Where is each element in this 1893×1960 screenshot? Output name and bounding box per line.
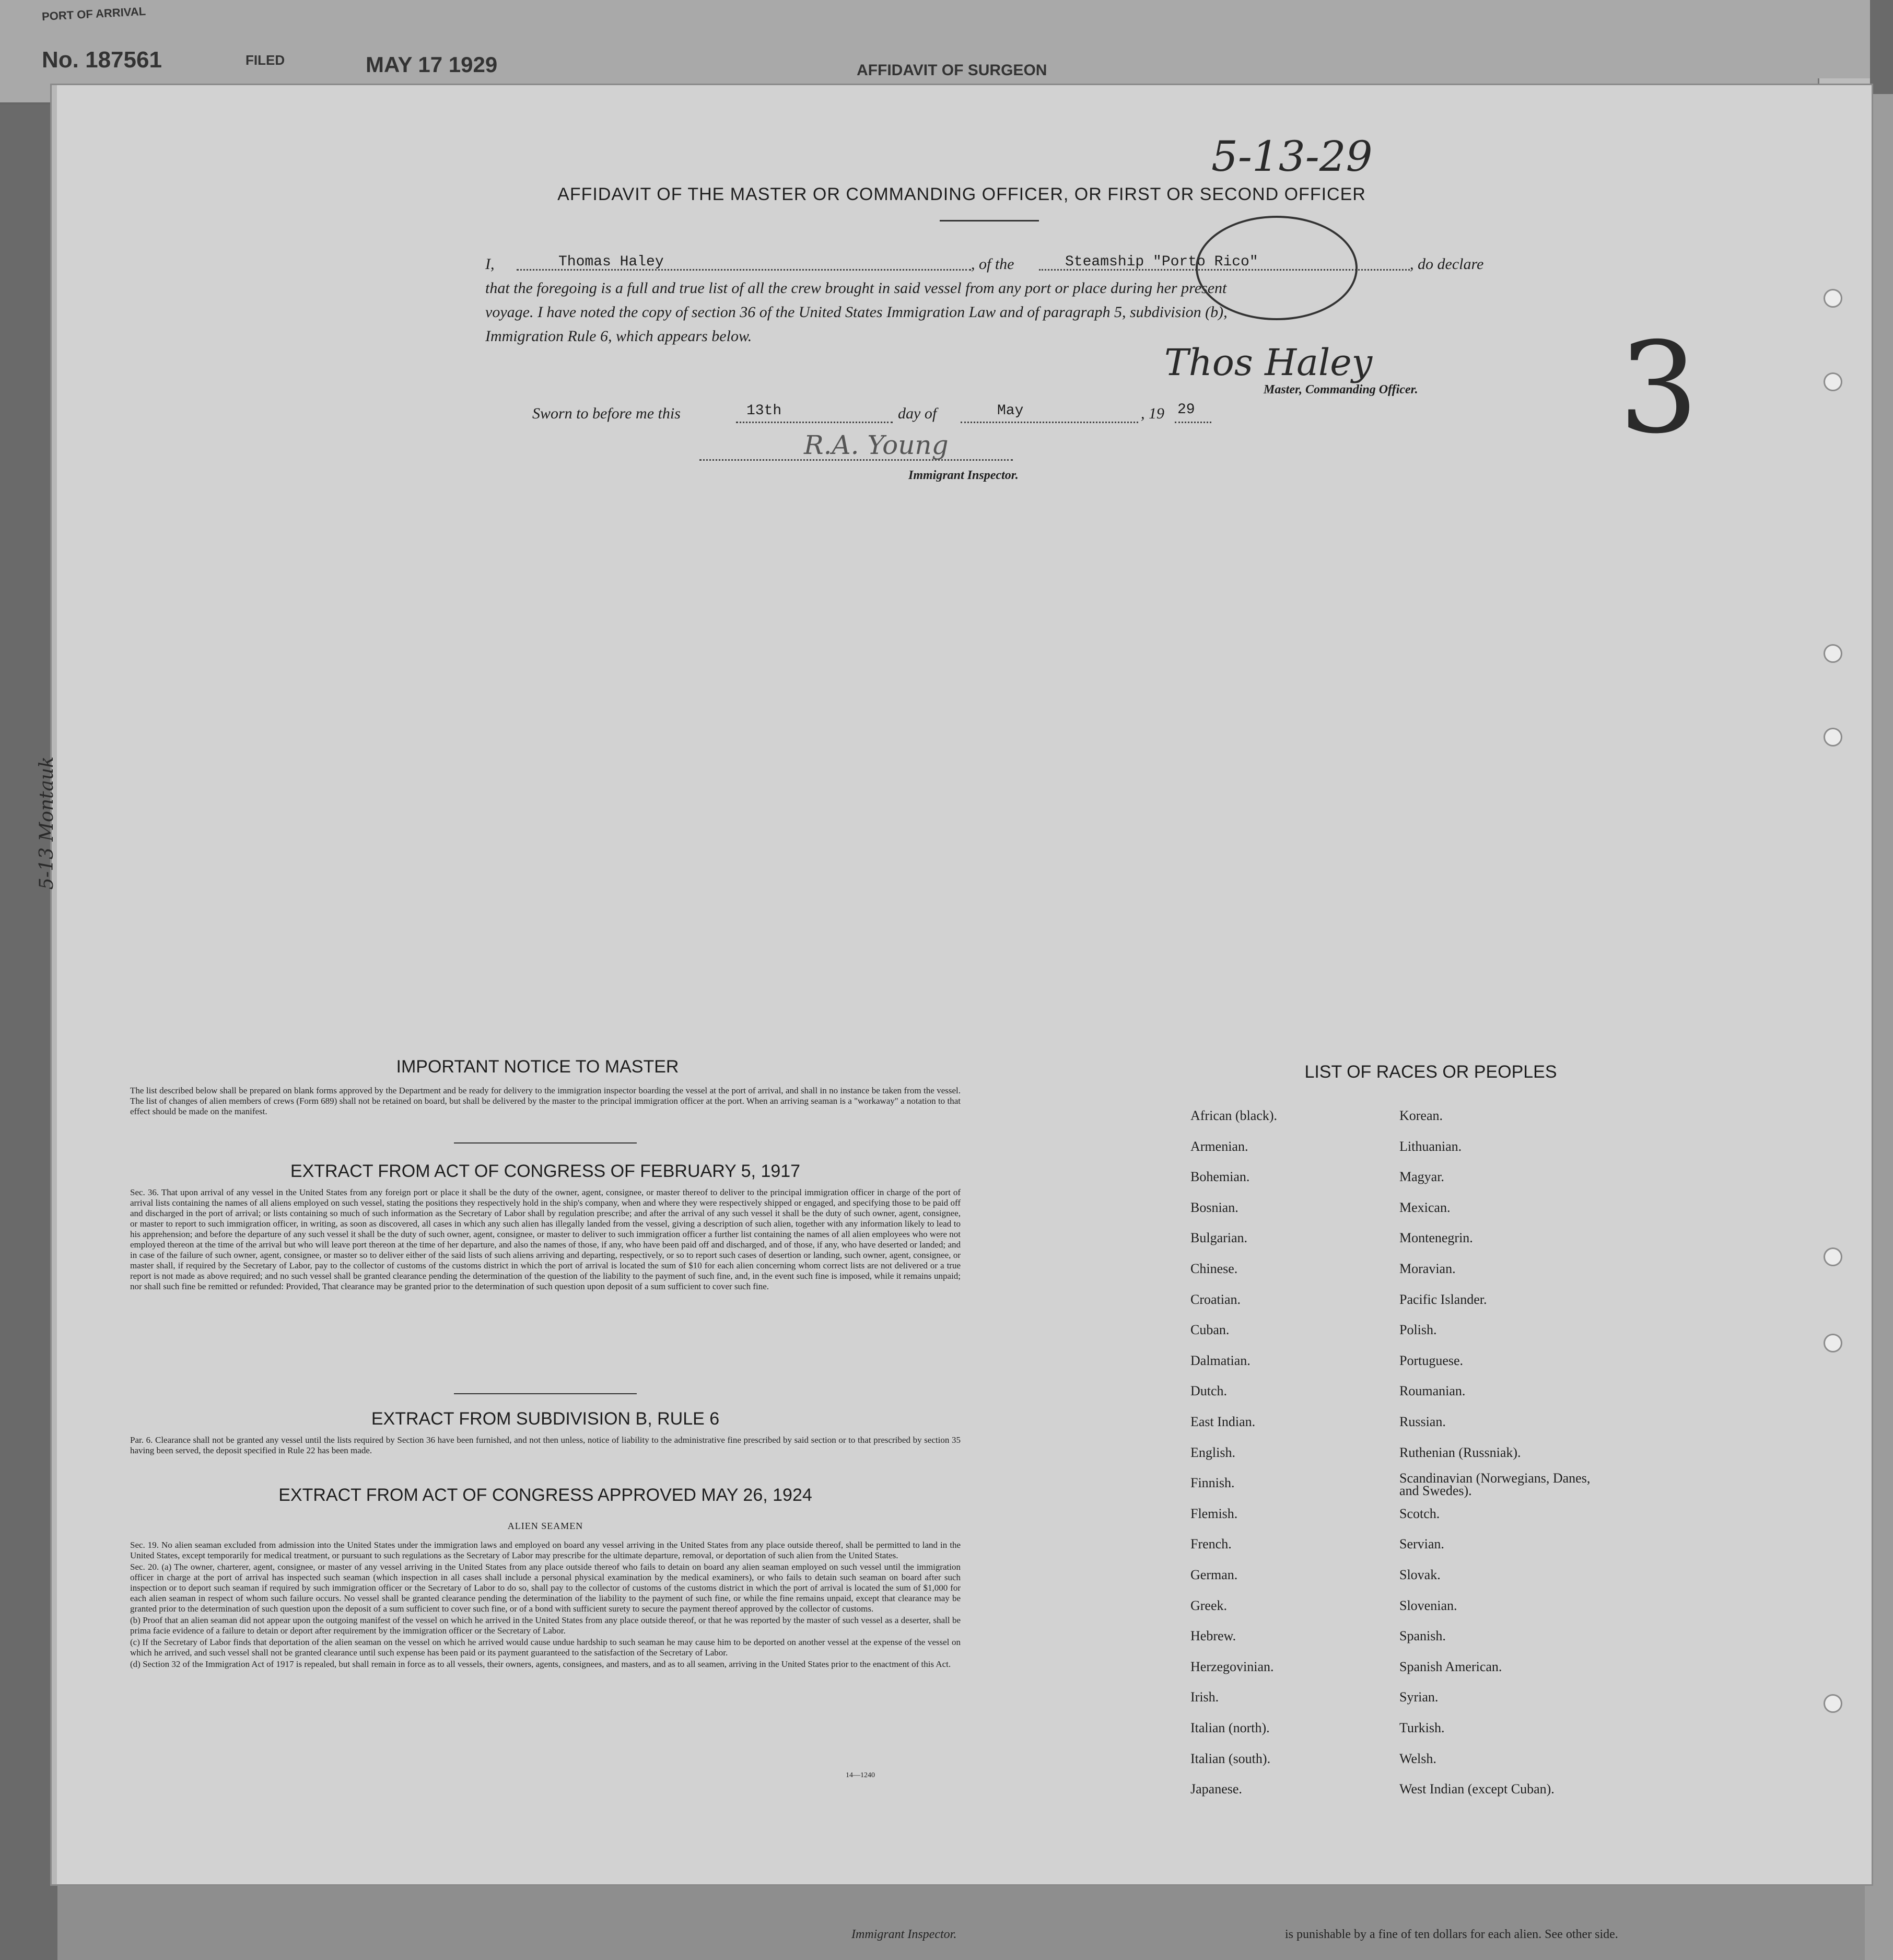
extract-divider xyxy=(454,1393,637,1394)
inspector-label: Immigrant Inspector. xyxy=(908,469,1019,482)
race-item: Slovenian. xyxy=(1399,1597,1457,1613)
race-item: Scandinavian (Norwegians, Danes, and Swedes). xyxy=(1399,1471,1591,1499)
race-item: Italian (north). xyxy=(1190,1720,1270,1735)
race-item: Montenegrin. xyxy=(1399,1230,1473,1246)
year-field-line xyxy=(1175,422,1211,423)
race-item: Russian. xyxy=(1399,1414,1446,1429)
affidavit-title: AFFIDAVIT OF THE MASTER OR COMMANDING OFFICER, OR FIRST OR SECOND OFFICER xyxy=(557,184,1366,204)
punch-hole xyxy=(1824,644,1842,663)
race-item: Bosnian. xyxy=(1190,1199,1238,1215)
race-item: Hebrew. xyxy=(1190,1628,1236,1644)
sworn-day: 13th xyxy=(746,403,782,419)
race-item: Lithuanian. xyxy=(1399,1138,1462,1154)
race-item: Herzegovinian. xyxy=(1190,1659,1274,1674)
race-item: Portuguese. xyxy=(1399,1352,1464,1368)
race-item: Japanese. xyxy=(1190,1781,1242,1797)
punch-hole xyxy=(1824,1694,1842,1713)
race-item: Spanish. xyxy=(1399,1628,1446,1644)
sworn-month: May xyxy=(997,403,1024,419)
day-field-line xyxy=(736,422,893,423)
race-item: Roumanian. xyxy=(1399,1383,1466,1399)
race-item: East Indian. xyxy=(1190,1414,1256,1429)
affidavit-line-3: voyage. I have noted the copy of section 36 of the United States Immigration Law and of paragraph 5, subdivision (b), xyxy=(485,304,1228,321)
race-item: Spanish American. xyxy=(1399,1659,1502,1674)
race-item: Turkish. xyxy=(1399,1720,1445,1735)
filed-label: FILED xyxy=(246,52,285,68)
corner-date-note: 5-13-29 xyxy=(1211,132,1373,181)
affidavit-line-4: Immigration Rule 6, which appears below. xyxy=(485,328,752,345)
master-title-label: Master, Commanding Officer. xyxy=(1264,383,1418,396)
race-item: Pacific Islander. xyxy=(1399,1291,1487,1307)
affidavit-body xyxy=(485,252,1551,348)
form-number: 14—1240 xyxy=(846,1771,875,1779)
footer-inspector-label: Immigrant Inspector. xyxy=(851,1928,957,1941)
races-column-1 xyxy=(1190,1108,1389,1892)
race-item: Moravian. xyxy=(1399,1261,1456,1276)
page-number: 3 xyxy=(1619,315,1699,461)
inspector-field-line xyxy=(699,459,1013,461)
race-item: Magyar. xyxy=(1399,1169,1444,1185)
notice-divider xyxy=(454,1142,637,1144)
i-label: I, xyxy=(485,255,495,273)
race-item: African (black). xyxy=(1190,1108,1278,1123)
race-item: French. xyxy=(1190,1536,1232,1552)
sworn-year: 29 xyxy=(1177,402,1195,418)
race-item: Bohemian. xyxy=(1190,1169,1250,1185)
race-item: Dalmatian. xyxy=(1190,1352,1251,1368)
section-20a-paragraph: Sec. 20. (a) The owner, charterer, agent, consignee, or master of any vessel arriving in the United States from any place outside thereof who fails to detain on board any alien seaman employed on such vessel until the immigration officer in charge at the port of arrival has inspected such seaman (which inspection in all cases shall include a personal physical examination by the medical examiners), or who fails to detain such seaman on board after such inspection or to deport such seaman if required by such immigration officer or the Secretary of Labor to do so, shall pay to the collector of customs of the customs district in which the port of arrival is located the sum of $1,000 for each alien seaman in respect of whom such failure occurs. No vessel shall be granted clearance pending the determination of the liability to the payment of such fine, or while the fine remains unpaid, except that clearance may be granted prior to the determination of such question upon the deposit of a sum sufficient to cover such fine, or of a bond with sufficient surety to secure the payment thereof approved by the collector of customs. xyxy=(130,1562,961,1614)
notice-title: IMPORTANT NOTICE TO MASTER xyxy=(396,1057,679,1077)
race-item: Korean. xyxy=(1399,1108,1443,1123)
title-divider xyxy=(940,220,1039,221)
races-column-2 xyxy=(1399,1108,1640,1892)
affidavit-page xyxy=(36,84,1873,1886)
affidavit-line-2: that the foregoing is a full and true list of all the crew brought in said vessel from any port or place during her present xyxy=(485,279,1227,297)
inspector-signature: R.A. Young xyxy=(804,430,949,460)
extract-1924-text xyxy=(130,1540,961,1671)
vessel-circle-mark xyxy=(1196,216,1358,320)
day-of-label: day of xyxy=(898,405,937,422)
alien-seamen-subtitle: ALIEN SEAMEN xyxy=(507,1521,583,1531)
race-item: Chinese. xyxy=(1190,1261,1238,1276)
race-item: Finnish. xyxy=(1190,1475,1235,1491)
race-item: Welsh. xyxy=(1399,1751,1436,1766)
notice-text: The list described below shall be prepared on blank forms approved by the Department and be ready for delivery to the immigration inspector boarding the vessel at the port of arrival, and shall in no instance be taken from the vessel. The list of changes of alien members of crews (Form 689) shall not be retained on board, but shall be delivered by the master to the principal immigration officer at the port. When an arriving seaman is a "workaway" a notation to that effect should be made on the manifest. xyxy=(130,1086,961,1116)
extract-rule6-title: EXTRACT FROM SUBDIVISION B, RULE 6 xyxy=(371,1409,720,1429)
race-item: Scotch. xyxy=(1399,1506,1440,1521)
race-item: Ruthenian (Russniak). xyxy=(1399,1444,1521,1460)
sworn-line xyxy=(532,402,1264,429)
race-item: Croatian. xyxy=(1190,1291,1241,1307)
margin-note: 5-13 Montauk xyxy=(36,756,57,890)
filed-date-stamp: MAY 17 1929 xyxy=(366,52,498,77)
declare-label: , do declare xyxy=(1410,255,1484,273)
section-20c-paragraph: (c) If the Secretary of Labor finds that deportation of the alien seaman on the vessel on which he arrived would cause undue hardship to such seaman he may cause him to be deported on another vessel at the expense of the vessel on which he arrived, and such vessel shall not be granted clearance until such expense has been paid or its payment guaranteed to the satisfaction of the Secretary of Labor. xyxy=(130,1637,961,1658)
port-of-arrival-stamp: PORT OF ARRIVAL xyxy=(41,4,146,24)
punch-hole xyxy=(1824,728,1842,746)
race-item: Syrian. xyxy=(1399,1689,1439,1705)
record-number: No. 187561 xyxy=(42,47,162,73)
footer-fine-note: is punishable by a fine of ten dollars for each alien. See other side. xyxy=(1285,1928,1618,1941)
extract-1924-title: EXTRACT FROM ACT OF CONGRESS APPROVED MAY 26, 1924 xyxy=(278,1485,812,1505)
race-item: German. xyxy=(1190,1567,1238,1582)
race-item: Italian (south). xyxy=(1190,1751,1271,1766)
month-field-line xyxy=(961,422,1138,423)
race-item: Polish. xyxy=(1399,1322,1437,1338)
race-item: Dutch. xyxy=(1190,1383,1228,1399)
race-item: Greek. xyxy=(1190,1597,1228,1613)
race-item: Slovak. xyxy=(1399,1567,1441,1582)
of-the-label: , of the xyxy=(971,255,1014,273)
race-item: English. xyxy=(1190,1444,1235,1460)
race-item: Servian. xyxy=(1399,1536,1444,1552)
master-signature: Thos Haley xyxy=(1164,341,1373,384)
underlying-form-title: AFFIDAVIT OF SURGEON xyxy=(857,62,1047,79)
section-20b-paragraph: (b) Proof that an alien seaman did not appear upon the outgoing manifest of the vessel on which he arrived in the United States from any place outside thereof, or that he was reported by the master of such vessel as a deserter, shall be prima facie evidence of a failure to detain or deport after requirement by the immigration officer or the Secretary of Labor. xyxy=(130,1615,961,1636)
page-edge xyxy=(52,85,57,1884)
race-item: Flemish. xyxy=(1190,1506,1238,1521)
race-item: Mexican. xyxy=(1399,1199,1451,1215)
races-title: LIST OF RACES OR PEOPLES xyxy=(1304,1062,1557,1082)
punch-hole xyxy=(1824,372,1842,391)
race-item: Cuban. xyxy=(1190,1322,1230,1338)
race-item: Irish. xyxy=(1190,1689,1219,1705)
extract-rule6-text: Par. 6. Clearance shall not be granted any vessel until the lists required by Section 36 have been furnished, and not then unless, notice of liability to the administrative fine prescribed by said section or to that prescribed by section 35 having been served, the deposit specified in Rule 22 has been made. xyxy=(130,1435,961,1455)
punch-hole xyxy=(1824,1334,1842,1352)
year-prefix: , 19 xyxy=(1141,405,1164,422)
vessel-name: Steamship "Porto Rico" xyxy=(1065,254,1258,270)
section-19-paragraph: Sec. 19. No alien seaman excluded from admission into the United States under the immigration laws and employed on board any vessel arriving in the United States from any place outside thereof, shall be permitted to land in the United States, except temporarily for medical treatment, or pursuant to such regulations as the Secretary of Labor may prescribe for the ultimate departure, removal, or deportation of such alien from the United States. xyxy=(130,1540,961,1560)
section-20d-paragraph: (d) Section 32 of the Immigration Act of 1917 is repealed, but shall remain in force as to all vessels, their owners, agents, consignees, and masters, and as to all seamen, arriving in the United States prior to the enactment of this Act. xyxy=(130,1659,951,1669)
extract-1917-title: EXTRACT FROM ACT OF CONGRESS OF FEBRUARY 5, 1917 xyxy=(290,1161,801,1181)
race-item: Bulgarian. xyxy=(1190,1230,1248,1246)
extract-1917-text: Sec. 36. That upon arrival of any vessel in the United States from any foreign port or place it shall be the duty of the owner, agent, consignee, or master thereof to deliver to the principal immigration officer in charge of the port of arrival lists containing the names of all aliens employed on such vessel, stating the positions they respectively hold in the ship's company, when and where they were respectively shipped or engaged, and specifying those to be paid off and discharged in the port of arrival; or lists containing so much of such information as the Secretary of Labor shall by regulation prescribe; and after the arrival of any such vessel it shall be the duty of such owner, agent, consignee, or master to report to such immigration officer, in writing, as soon as discovered, all cases in which any such alien has illegally landed from the vessel, giving a description of such alien, together with any information likely to lead to his apprehension; and before the departure of any such vessel it shall be the duty of such owner, agent, consignee, or master to deliver to such immigration officer a further list containing the names of all alien employees who were not employed thereon at the time of the arrival but who will leave port thereon at the time of her departure, and also the names of those, if any, who have been paid off and discharged, and of those, if any, who have deserted or landed; and in case of the failure of such owner, agent, consignee, or master so to deliver either of the said lists of such aliens arriving and departing, respectively, or so to report such cases of desertion or landing, such owner, agent, consignee, or master shall, if required by the Secretary of Labor, pay to the collector of customs of the customs district in which the port of arrival is located the sum of $10 for each alien concerning whom correct lists are not delivered or a true report is not made as above required; and no such vessel shall be granted clearance pending the determination of the question of the liability to the payment of such fine, and, in the event such fine is imposed, while it remains unpaid; nor shall such fine be remitted or refunded: Provided, That clearance may be granted prior to the determination of such question upon deposit of a sum sufficient to cover such fine. xyxy=(130,1187,961,1291)
sworn-label: Sworn to before me this xyxy=(532,405,681,422)
race-item: Armenian. xyxy=(1190,1138,1248,1154)
punch-hole xyxy=(1824,1247,1842,1266)
master-name: Thomas Haley xyxy=(558,254,664,270)
punch-hole xyxy=(1824,289,1842,308)
race-item: West Indian (except Cuban). xyxy=(1399,1781,1555,1797)
